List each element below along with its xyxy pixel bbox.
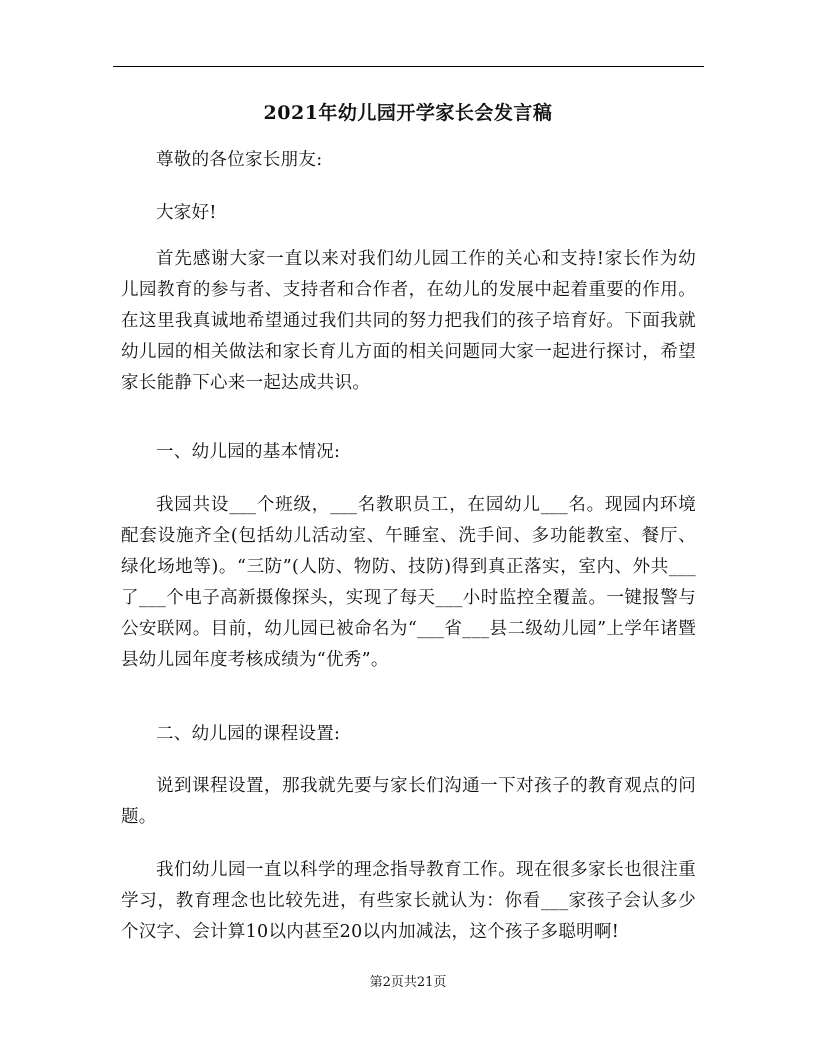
paragraph-intro: 首先感谢大家一直以来对我们幼儿园工作的关心和支持!家长作为幼儿园教育的参与者、支持者和合作者，在幼儿的发展中起着重要的作用。在这里我真诚地希望通过我们共同的努力把我们的孩子培育好。下面我就幼儿园的相关做法和家长育儿方面的相关问题同大家一起进行探讨，希望家长能静下心来一起达成共识。 (121, 249, 696, 393)
page-number: 第2页共21页 (369, 975, 447, 990)
paragraph-curriculum: 说到课程设置，那我就先要与家长们沟通一下对孩子的教育观点的问题。 (121, 776, 696, 827)
paragraph-philosophy: 我们幼儿园一直以科学的理念指导教育工作。现在很多家长也很注重学习，教育理念也比较先进，有些家长就认为：你看___家孩子会认多少个汉字、会计算10以内甚至20以内加减法，这个孩子多聪明啊! (121, 860, 696, 942)
document-title: 2021年幼儿园开学家长会发言稿 (263, 102, 553, 124)
section-heading-1: 一、幼儿园的基本情况: (156, 442, 341, 462)
greeting: 大家好! (156, 203, 217, 223)
section-heading-2: 二、幼儿园的课程设置: (156, 724, 341, 744)
header-rule (113, 66, 704, 67)
salutation: 尊敬的各位家长朋友: (156, 150, 323, 170)
paragraph-basic-info: 我园共设___个班级，___名教职员工，在园幼儿___名。现园内环境配套设施齐全(包括幼儿活动室、午睡室、洗手间、多功能教室、餐厅、绿化场地等)。“三防”(人防、物防、技防)得到真正落实，室内、外共___了___个电子高新摄像探头，实现了每天___小时监控全覆盖。一键报警与公安联网。目前，幼儿园已被命名为“___省___县二级幼儿园”上学年诸暨县幼儿园年度考核成绩为“优秀”。 (121, 495, 696, 670)
